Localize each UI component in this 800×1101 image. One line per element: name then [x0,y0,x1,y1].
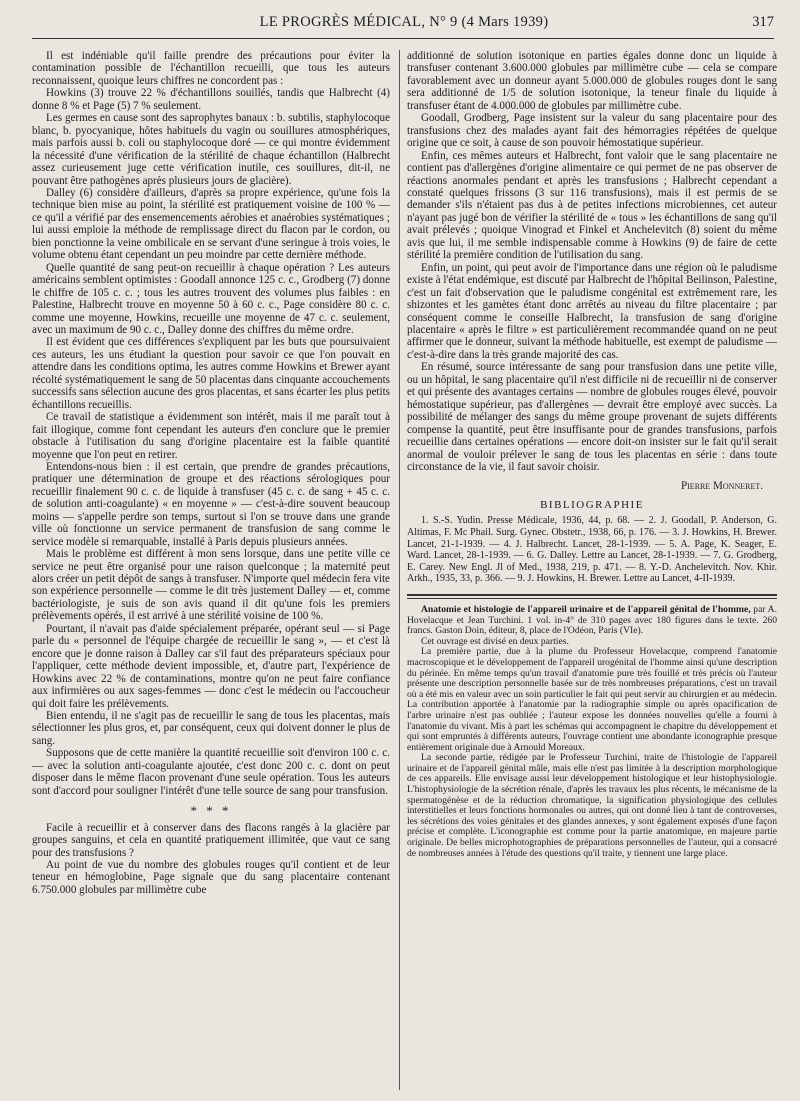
review-title: Anatomie et histologie de l'appareil urinaire et de l'appareil génital de l'homme, [421,603,751,615]
review-citation: par A. Hovelacque et Jean Turchini. 1 vol. in-4° de 310 pages avec 180 figures dans le texte. 260 francs. Gaston Doin, éditeur, 8, place de l'Odéon, Paris (VIe). [407,603,777,637]
bibliography-heading: BIBLIOGRAPHIE [540,499,644,512]
paragraph: Quelle quantité de sang peut-on recueillir à chaque opération ? Les auteurs américains semblent optimistes : Goodall annonce 125 c. c., Grodberg (7) donne le chiffre de 105 c. c. ; tous les autres trouvent des volumes plus faibles : en Palestine, Halbrecht trouve en moyenne 50 à 60 c. c., Page considère 80 c. c. comme une moyenne, Howkins, recueille une moyenne de 47 c. c. seulement, avec un maximum de 90 c. c., Dalley donne des chiffres du même ordre. [32,261,390,336]
paragraph: En résumé, source intéressante de sang pour transfusion dans une petite ville, ou un hôpital, le sang placentaire qu'il n'est difficile ni de recueillir ni de conserver et qui présente des avantages certains — nombre de globules rouges élevé, pouvoir hémostatique supérieur, pas d'allergènes — devrait être employé avec succès. La possibilité de mélanger des sangs du même groupe provenant de sujets différents compense la quantité, peut être insuffisante pour de grandes transfusions, parfois recueillie dans certaines opérations — encore doit-on insister sur le fait qu'il serait anormal de vouloir prélever le sang de tous les placentas en série : dans toute circonstance de la vie, il faut savoir choisir. [407,361,777,473]
paragraph: Il est indéniable qu'il faille prendre des précautions pour éviter la contamination possible de l'échantillon recueilli, que tous les auteurs reconnaissent, quoique leurs chiffres ne concordent pas : [32,50,390,87]
left-column [32,50,390,1090]
bibliography-list: 1. S.-S. Yudin. Presse Médicale, 1936, 44, p. 68. — 2. J. Goodall, P. Anderson, G. Altimas, F. Mc Phail. Surg. Gynec. Obstetr., 1938, 66, p. 176. — 3. J. Howkins, H. Brewer. Lancet, 21-1-1939. — 4. J. Halbrecht. Lancet, 28-1-1939. — 5. A. Page, K. Seager, E. Ward. Lancet, 28-1-1939. — 6. G. Dalley. Lettre au Lancet, 28-1-1939. — 7. G. Grodberg, E. Carey. New Engl. Jl of Med., 1938, 219, p. 471. — 8. Y.-D. Anchelevitch. Nov. Khir. Arkh., 1935, 33, p. 366. — 9. J. Howkins, H. Brewer. Lettre au Lancet, 4-II-1939. [407,515,777,585]
paragraph: Entendons-nous bien : il est certain, que prendre de grandes précautions, pratiquer une détermination de groupe et des réactions sérologiques pour recueillir finalement 90 c. c. de liquide à transfuser (45 c. c. de sang + 45 c. c. de solution anti-coagulante) « en moyenne » — c'est-à-dire souvent beaucoup moins — s'appelle perdre son temps, surtout si l'on se trouve dans une grande ville où fonctionne un service permanent de transfusion de sang comme le service modèle si remarquable, installé à Paris depuis plusieurs années. [32,460,390,548]
paragraph: Enfin, un point, qui peut avoir de l'importance dans une région où le paludisme existe à l'état endémique, est discuté par Halbrecht de l'hôpital Beilinson, Palestine, c'est un fait d'observation que le paludisme congénital est extrêmement rare, les shizontes et les gamètes étant donc arrêtés au niveau du filtre placentaire ; par conséquent comme le conseille Halbrecht, la transfusion de sang d'origine placentaire « après le filtre » est particulièrement recommandée quand on ne peut affirmer que le donneur, suivant la méthode habituelle, est exempt de paludisme — c'est-à-dire dans la très grande majorité des cas. [407,261,777,361]
paragraph: Au point de vue du nombre des globules rouges qu'il contient et de leur teneur en hémoglobine, Page signale que du sang placentaire contenant 6.750.000 globules par millimètre cube [32,859,390,896]
paragraph: Ce travail de statistique a évidemment son intérêt, mais il me paraît tout à fait illogique, comme font cependant les auteurs d'en conclure que le premier obstacle à l'utilisation du sang d'origine placentaire est la faible quantité moyenne que l'on peut en retirer. [32,411,390,461]
paragraph: Les germes en cause sont des saprophytes banaux : b. subtilis, staphylocoque blanc, b. pyocyanique, hôtes habituels du vagin ou souillures atmosphériques, mais parfois aussi b. coli ou staphylocoque doré — ce qui montre évidemment la nécessité d'une vérification de la stérilité de chaque échantillon (Halbrecht assez curieusement juge cette vérification inutile, ces souillures, dit-il, ne pouvant être pathogènes après plusieurs jours de glacière). [32,112,390,187]
journal-title: LE PROGRÈS MÉDICAL, N° 9 (4 Mars 1939) [259,14,549,30]
book-review [407,605,777,859]
paragraph: Enfin, ces mêmes auteurs et Halbrecht, font valoir que le sang placentaire ne contient pas d'allergènes d'origine alimentaire ce qui permet de ne pas observer de réactions anormales pendant et après les transfusions ; Halbrecht cependant a constaté quelques frissons (3 sur 116 transfusions), mais il est permis de se demander s'ils n'étaient pas dus à de petites infections microbiennes, cet auteur n'ayant pas jugé bon de vérifier la stérilité de « tous » les échantillons de sang qu'il avait prélevés ; quoique Vinograd et Finkel et Anchelevitch (8) soient du même avis que lui, il me semble indispensable comme à Howkins (9) de faire de cette stérilité la première condition de l'utilisation du sang. [407,149,777,262]
running-header [34,14,774,36]
column-divider [399,50,400,1090]
page-number: 317 [752,14,774,30]
section-rule [407,594,777,596]
paragraph: Howkins (3) trouve 22 % d'échantillons souillés, tandis que Halbrecht (4) donne 8 % et Page (5) 7 % seulement. [32,87,390,112]
paragraph: Mais le problème est différent à mon sens lorsque, dans une petite ville ce service ne peut être organisé pour une raison quelconque ; la maternité peut alors créer un petit dépôt de sangs à transfuser. N'importe quel médecin fera vite son expérience personnelle — comme le dit très justement Dalley — et, comme bactériologiste, je suis de son avis quand il dit qu'une fois les premiers prélèvements opérés, il est arrivé à une stérilité voisine de 100 %. [32,548,390,623]
right-column [407,50,777,1090]
review-paragraph: Cet ouvrage est divisé en deux parties. [421,635,569,647]
review-header [407,605,777,637]
review-paragraph: La seconde partie, rédigée par le Professeur Turchini, traite de l'histologie de l'appareil urinaire et de l'appareil génital mâle, mais elle n'est pas limitée à la description morphologique de ces appareils. Elle envisage aussi leur développement histologique et leur histophysiologie. L'histophysiologie de la sécrétion rénale, d'après les travaux les plus récents, le mécanisme de la spermatogénèse et de la réduction chromatique, la signification physiologique des cellules interstitielles et leurs fonctions hormonales ou autres, qui ont donné lieu à tant de controverses, les sécrétions des voies génitales et des glandes annexes, y sont également exposés d'une façon précise et complète. L'iconographie est comme pour la partie anatomique, en majeure partie originale. De belles microphotographies de préparations personnelles de l'auteur, qui a consacré de nombreuses années à l'étude des questions qu'il traite, y tiennent une large place. [407,752,777,859]
paragraph: Il est évident que ces différences s'expliquent par les buts que poursuivaient ces auteurs, les uns étudiant la question pour savoir ce que l'on pouvait en attendre dans les conditions optima, les autres comme Howkins et Brewer ayant récolté systématiquement le sang de 50 placentas dans cinquante accouchements successifs sans sélection aucune des gros placentas, et sans écarter les plus petits échantillons recueillis. [32,336,390,411]
author-signature: Pierre Monneret. [680,480,763,493]
paragraph: Goodall, Grodberg, Page insistent sur la valeur du sang placentaire pour des transfusions chez des malades ayant fait des hémorragies répétées de quelque origine que ce soit, à cause de son pouvoir hémostatique supérieur. [407,112,777,150]
article-continuation [407,50,777,473]
paragraph: Dalley (6) considère d'ailleurs, d'après sa propre expérience, qu'une fois la technique bien mise au point, la stérilité est pratiquement voisine de 100 % — ce qu'il a vérifié par des ensemencements aérobies et anaérobies systématiques ; lui aussi emploie la méthode de remplissage direct du flacon par le cordon, ou bien ponctionne la veine ombilicale en se servant d'une seringue à trois voies, le volume obtenu étant cependant un peu moindre par cette dernière méthode. [32,186,390,262]
paragraph: Pourtant, il n'avait pas d'aide spécialement préparée, opérant seul — si Page parle du « personnel de l'équipe chargée de recueillir le sang », — et c'est là encore que je donne raison à Dalley car s'il faut des préparateurs spéciaux pour l'appliquer, cette méthode devient impossible, et, d'autre part, l'expérience de Howkins avec 22 % de contaminations, montre qu'on ne peut faire confiance aux infirmières ou aux sages-femmes — donc c'est le médecin ou l'accoucheur qui doit faire les prélèvements. [32,622,390,710]
review-paragraph: La première partie, due à la plume du Professeur Hovelacque, comprend l'anatomie macroscopique et le développement de l'appareil urogénital de l'homme ainsi qu'une description du périnée. En même temps qu'un travail d'anatomie pure très fouillé et très précis où l'auteur présente une description personnelle basée sur de très nombreuses préparations, c'est un travail où a été mis en valeur avec un soin particulier le fait qui peut servir au chirurgien et au médecin. La contribution apportée à l'anatomie par la radiographie simple ou après opacification de l'arbre urinaire n'est pas oubliée ; l'auteur expose les données nouvelles qu'elle a fourni à l'anatomie du vivant. Mis à part les schémas qui accompagnent le chapitre du développement et qui sont empruntés à différents auteurs, l'ouvrage contient une abondante iconographie presque entièrement originale due à Arnould Moreaux. [407,646,777,753]
section-rule-thin [407,598,777,599]
paragraph: Facile à recueillir et à conserver dans des flacons rangés à la glacière par groupes sanguins, et cela en quantité pratiquement illimitée, que vaut ce sang pour des transfusions ? [32,821,390,859]
paragraph: Bien entendu, il ne s'agit pas de recueillir le sang de tous les placentas, mais sélectionner les plus gros, et, par conséquent, ceux qui doivent donner le plus de sang. [32,710,390,747]
paragraph: additionné de solution isotonique en parties égales donne donc un liquide à transfuser contenant 3.600.000 globules par millimètre cube — cela se compare favorablement avec un donneur ayant 5.000.000 de globules rouges dont le sang sera additionné de 1/5 de solution isotonique, la teneur finale du liquide à transfuser étant de 4.000.000 de globules par millimètre cube. [407,50,777,112]
paragraph: Supposons que de cette manière la quantité recueillie soit d'environ 100 c. c. — avec la solution anti-coagulante ajoutée, c'est donc 200 c. c. dont on peut disposer dans le même flacon provenant d'une seule opération. Tous les auteurs sont d'accord pour souligner l'intérêt d'une telle source de sang pour transfusion. [32,747,390,797]
header-rule [32,38,774,39]
section-separator: * * * [190,803,232,819]
